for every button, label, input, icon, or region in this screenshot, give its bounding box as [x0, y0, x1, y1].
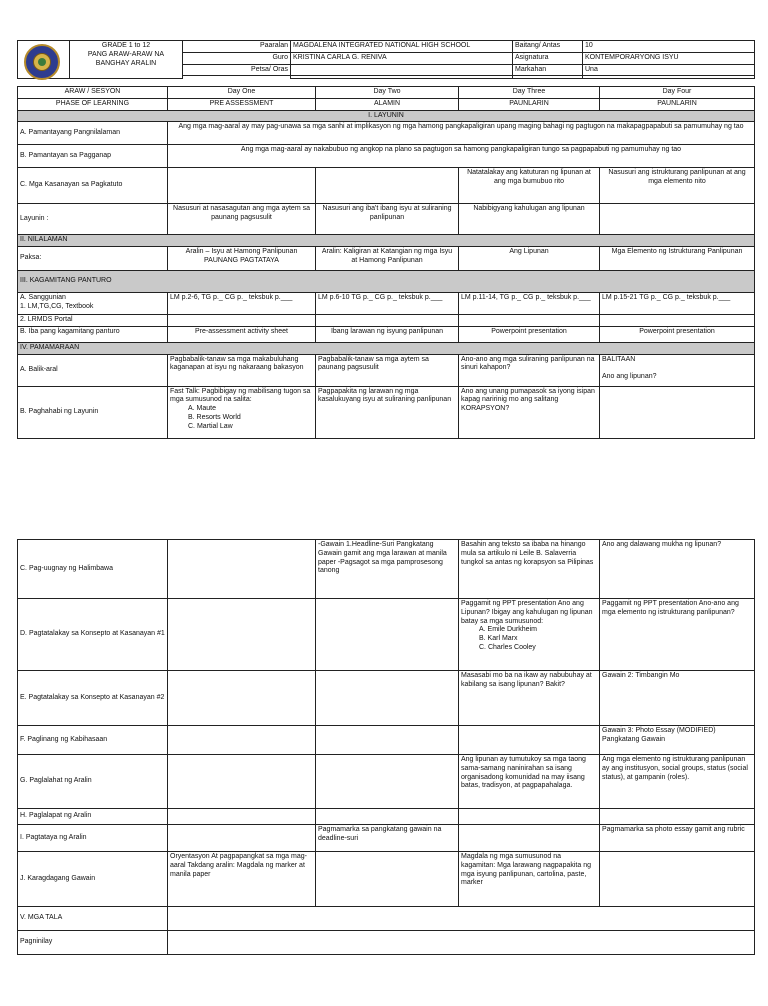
- row-label: B. Iba pang kagamitang panturo: [18, 326, 168, 342]
- table-cell: [316, 809, 459, 825]
- table-cell: Ibang larawan ng isyung panlipunan: [316, 326, 459, 342]
- row-label: E. Pagtatalakay sa Konsepto at Kasanayan #2: [18, 671, 168, 726]
- section-layunin: I. LAYUNIN: [18, 110, 755, 122]
- plan-title-line2: PANG ARAW-ARAW NA: [87, 50, 165, 58]
- table-cell: [168, 315, 316, 327]
- table-cell: Nabibigyang kahulugan ang lipunan: [459, 204, 600, 235]
- table-cell: [459, 809, 600, 825]
- petsa-label: Petsa/ Oras: [183, 64, 291, 76]
- table-cell: Nasusuri ang istrukturang panlipunan at ang mga elemento nito: [600, 168, 755, 204]
- table-cell: [600, 809, 755, 825]
- day-four-header: Day Four: [600, 87, 755, 99]
- phase-header: PHASE OF LEARNING: [18, 98, 168, 110]
- row-label: D. Pagtatalakay sa Konsepto at Kasanayan #1: [18, 599, 168, 671]
- table-cell: [316, 671, 459, 726]
- list-item: A. Maute: [188, 405, 217, 412]
- plan-title-line3: BANGHAY ARALIN: [95, 59, 157, 67]
- table-cell: [316, 168, 459, 204]
- row-label: Pagninilay: [18, 931, 168, 955]
- table-cell: [459, 726, 600, 755]
- table-cell: Masasabi mo ba na ikaw ay nabubuhay at kabilang sa isang lipunan? Bakit?: [459, 671, 600, 726]
- row-label: A. Pamantayang Pangnilalaman: [18, 122, 168, 145]
- table-cell: Ano-ano ang mga suliraning panlipunan na sinuri kahapon?: [459, 354, 600, 386]
- table-cell: Ang lipunan ay tumutukoy sa mga taong sama-samang naninirahan sa isang organisadong komunidad na may iisang batas, tradisyon, at pagpapahalaga.: [459, 755, 600, 809]
- table-cell: [168, 671, 316, 726]
- baitang-label: Baitang/ Antas: [513, 41, 583, 53]
- sanggunian-label: A. Sanggunian: [20, 294, 66, 301]
- table-cell: LM p.11-14, TG p._ CG p._ teksbuk p.___: [459, 293, 600, 315]
- table-cell: [316, 755, 459, 809]
- list: [461, 626, 597, 652]
- table-cell: BALITAAN Ano ang lipunan?: [600, 354, 755, 386]
- petsa-value: [291, 64, 513, 76]
- table-cell: Mga Elemento ng Istrukturang Panlipunan: [600, 247, 755, 271]
- textbook-label: 1. LM,TG,CG, Textbook: [20, 302, 94, 310]
- list-item: C. Charles Cooley: [479, 643, 536, 651]
- guro-value: KRISTINA CARLA G. RENIVA: [291, 52, 513, 64]
- table-cell: [600, 852, 755, 907]
- table-cell: [316, 315, 459, 327]
- table-cell: [168, 386, 316, 438]
- table-cell: Paggamit ng PPT presentation Ano-ano ang mga elemento ng istrukturang panlipunan?: [600, 599, 755, 671]
- list-item: C. Martial Law: [188, 422, 233, 430]
- row-label: B. Paghahabi ng Layunin: [18, 386, 168, 438]
- plan-title: [70, 41, 183, 79]
- araw-header: ARAW / SESYON: [18, 87, 168, 99]
- table-cell: [168, 931, 755, 955]
- row-label: A. Balik-aral: [18, 354, 168, 386]
- table-cell: Pagmamarka sa pangkatang gawain na deadline-suri: [316, 825, 459, 852]
- table-cell: Pagmamarka sa photo essay gamit ang rubric: [600, 825, 755, 852]
- table-cell: LM p.15-21 TG p._ CG p._ teksbuk p.___: [600, 293, 755, 315]
- table-cell: Ano ang unang pumapasok sa iyong isipan kapag naririnig mo ang salitang KORAPSYON?: [459, 386, 600, 438]
- table-cell: [168, 540, 316, 599]
- table-cell: Gawain 3: Photo Essay (MODIFIED) Pangkatang Gawain: [600, 726, 755, 755]
- phase-day-three: PAUNLARIN: [459, 98, 600, 110]
- day-three-header: Day Three: [459, 87, 600, 99]
- table-cell: [459, 599, 600, 671]
- table-cell: Powerpoint presentation: [600, 326, 755, 342]
- row-label: Paksa:: [18, 247, 168, 271]
- cell-intro: Paggamit ng PPT presentation Ano ang Lipunan? Ibigay ang kahulugan ng lipunan batay sa mga sumusunod:: [461, 600, 593, 625]
- section-pamamaraan: IV. PAMAMARAAN: [18, 342, 755, 354]
- table-cell: [168, 825, 316, 852]
- plan-title-line1: GRADE 1 to 12: [101, 42, 151, 49]
- list: [170, 405, 313, 431]
- table-cell: [168, 755, 316, 809]
- asignatura-label: Asignatura: [513, 52, 583, 64]
- markahan-label: Markahan: [513, 64, 583, 76]
- guro-label: Guro: [183, 52, 291, 64]
- school-seal-icon: [24, 44, 60, 80]
- row-label: F. Paglinang ng Kabihasaan: [18, 726, 168, 755]
- table-cell: Pagbabalik-tanaw sa mga aytem sa paunang pagsusulit: [316, 354, 459, 386]
- table-cell: [168, 168, 316, 204]
- table-cell: LM p.2-6, TG p._ CG p._ teksbuk p.___: [168, 293, 316, 315]
- row-label: B. Pamantayan sa Pagganap: [18, 145, 168, 168]
- table-cell: Basahin ang teksto sa ibaba na hinango mula sa artikulo ni Leile B. Salaverria tungkol sa antas ng korapsyon sa Pilipinas: [459, 540, 600, 599]
- school-seal: [18, 41, 70, 79]
- table-cell: [316, 726, 459, 755]
- baitang-value: 10: [583, 41, 755, 53]
- table-cell: Aralin: Kaligiran at Katangian ng mga Isyu at Hamong Panlipunan: [316, 247, 459, 271]
- table-cell: Ano ang dalawang mukha ng lipunan?: [600, 540, 755, 599]
- day-one-header: Day One: [168, 87, 316, 99]
- table-cell: Pre-assessment activity sheet: [168, 326, 316, 342]
- table-cell: [316, 599, 459, 671]
- table-cell: [168, 599, 316, 671]
- header-table: [17, 40, 755, 79]
- table-cell: [600, 204, 755, 235]
- list-item: B. Resorts World: [188, 413, 241, 421]
- row-text: Ang mga mag-aaral ay may pag-unawa sa mga sanhi at implikasyon ng mga hamong pangkapaligiran upang maging bahagi ng pagtugon na makapagpapabuti sa pamumuhay ng tao: [168, 122, 755, 145]
- section-nilalaman: II. NILALAMAN: [18, 235, 755, 247]
- table-cell: Magdala ng mga sumusunod na kagamitan: Mga larawang nagpapakita ng mga isyung panlipunan, cartolina, paste, marker: [459, 852, 600, 907]
- list-item: B. Karl Marx: [479, 635, 518, 642]
- table-cell: Ang mga elemento ng istrukturang panlipunan ay ang institusyon, social groups, status (social status), at gampanin (roles).: [600, 755, 755, 809]
- phase-day-two: ALAMIN: [316, 98, 459, 110]
- row-label: C. Pag-uugnay ng Halimbawa: [18, 540, 168, 599]
- row-label: 2. LRMDS Portal: [18, 315, 168, 327]
- table-cell: [168, 809, 316, 825]
- section-kagamitan: III. KAGAMITANG PANTURO: [18, 271, 755, 293]
- table-cell: [168, 907, 755, 931]
- table-cell: Aralin – Isyu at Hamong Panlipunan PAUNANG PAGTATAYA: [168, 247, 316, 271]
- table-cell: [459, 825, 600, 852]
- row-label: Layunin :: [18, 204, 168, 235]
- phase-day-one: PRE ASSESSMENT: [168, 98, 316, 110]
- row-label: I. Pagtataya ng Aralin: [18, 825, 168, 852]
- table-cell: LM p.6-10 TG p._ CG p._ teksbuk p.___: [316, 293, 459, 315]
- asignatura-value: KONTEMPORARYONG ISYU: [583, 52, 755, 64]
- paaralan-value: MAGDALENA INTEGRATED NATIONAL HIGH SCHOOL: [291, 41, 513, 53]
- table-cell: [600, 386, 755, 438]
- cell-intro: Fast Talk: Pagbibigay ng mabilisang tugon sa mga sumusunod na salita:: [170, 387, 311, 404]
- row-label: V. MGA TALA: [18, 907, 168, 931]
- row-text: Ang mga mag-aaral ay nakabubuo ng angkop na plano sa pagtugon sa hamong pangkapaligiran tungo sa pagpapabuti ng pamumuhay ng tao: [168, 145, 755, 168]
- row-label: [18, 293, 168, 315]
- table-cell: Pagbabalik-tanaw sa mga makabuluhang kaganapan at isyu ng nakaraang bakasyon: [168, 354, 316, 386]
- phase-day-four: PAUNLARIN: [600, 98, 755, 110]
- table-cell: Gawain 2: Timbangin Mo: [600, 671, 755, 726]
- paaralan-label: Paaralan: [183, 41, 291, 53]
- row-label: J. Karagdagang Gawain: [18, 852, 168, 907]
- lesson-table-page1: [17, 86, 755, 439]
- row-label: C. Mga Kasanayan sa Pagkatuto: [18, 168, 168, 204]
- table-cell: Pagpapakita ng larawan ng mga kasalukuyang isyu at suliraning panlipunan: [316, 386, 459, 438]
- table-cell: [316, 852, 459, 907]
- list-item: A. Emile Durkheim: [479, 626, 537, 634]
- table-cell: Nasusuri ang iba't ibang isyu at suliraning panlipunan: [316, 204, 459, 235]
- day-two-header: Day Two: [316, 87, 459, 99]
- table-cell: [600, 315, 755, 327]
- table-cell: [459, 315, 600, 327]
- table-cell: Nasusuri at nasasagutan ang mga aytem sa paunang pagsusulit: [168, 204, 316, 235]
- table-cell: [168, 726, 316, 755]
- table-cell: Powerpoint presentation: [459, 326, 600, 342]
- row-label: H. Paglalapat ng Aralin: [18, 809, 168, 825]
- table-cell: Oryentasyon At pagpapangkat sa mga mag-aaral Takdang aralin: Magdala ng marker at manila paper: [168, 852, 316, 907]
- lesson-table-page2: [17, 539, 755, 955]
- markahan-value: Una: [583, 64, 755, 76]
- table-cell: -Gawain 1.Headline-Suri Pangkatang Gawain gamit ang mga larawan at manila paper -Pagsagot sa mga pamprosesong tanong: [316, 540, 459, 599]
- table-cell: Natatalakay ang katuturan ng lipunan at ang mga bumubuo rito: [459, 168, 600, 204]
- row-label: G. Paglalahat ng Aralin: [18, 755, 168, 809]
- table-cell: Ang Lipunan: [459, 247, 600, 271]
